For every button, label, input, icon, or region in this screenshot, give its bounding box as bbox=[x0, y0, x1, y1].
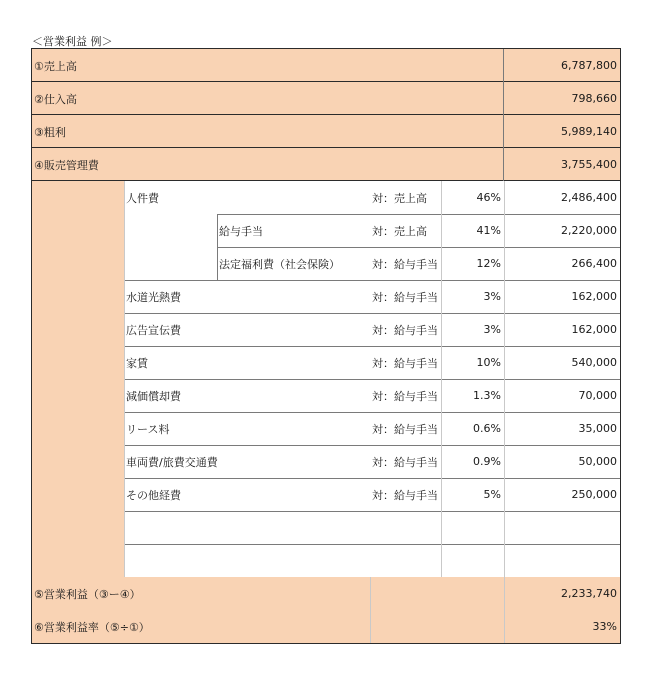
expense-basis: 対：給与手当 bbox=[372, 488, 438, 502]
summary-label: ④販売管理費 bbox=[32, 148, 504, 181]
expense-name: 車両費/旅費交通費 bbox=[126, 455, 218, 469]
expense-amount: 70,000 bbox=[578, 389, 617, 402]
bottom-vline bbox=[504, 577, 505, 643]
summary-value: 33% bbox=[504, 610, 620, 643]
expense-name: その他経費 bbox=[126, 488, 181, 502]
expense-basis: 対：給与手当 bbox=[372, 422, 438, 436]
value-column-divider bbox=[503, 49, 504, 181]
grid-vline bbox=[441, 181, 442, 577]
summary-label: ②仕入高 bbox=[32, 82, 504, 115]
expense-rate: 1.3% bbox=[473, 389, 501, 402]
grid-line bbox=[217, 214, 620, 215]
grid-line bbox=[124, 379, 620, 380]
expense-amount: 540,000 bbox=[571, 356, 617, 369]
expense-name: 広告宣伝費 bbox=[126, 323, 181, 337]
expense-basis: 対：給与手当 bbox=[372, 356, 438, 370]
expense-basis: 対：売上高 bbox=[372, 224, 427, 238]
expense-amount: 35,000 bbox=[578, 422, 617, 435]
expense-amount: 2,220,000 bbox=[561, 224, 617, 237]
expense-rate: 3% bbox=[483, 323, 501, 336]
expense-rate: 41% bbox=[476, 224, 501, 237]
summary-label: ③粗利 bbox=[32, 115, 504, 148]
expense-basis: 対：給与手当 bbox=[372, 323, 438, 337]
grid-line bbox=[217, 247, 620, 248]
expense-basis: 対：給与手当 bbox=[372, 389, 438, 403]
summary-value: 6,787,800 bbox=[504, 49, 620, 82]
expense-rate: 46% bbox=[476, 191, 501, 204]
expense-name: リース料 bbox=[126, 422, 170, 436]
grid-line bbox=[124, 280, 620, 281]
bottom-vline bbox=[370, 577, 371, 643]
expense-name: 水道光熱費 bbox=[126, 290, 181, 304]
grid-vline bbox=[217, 214, 218, 280]
expense-name: 人件費 bbox=[126, 191, 159, 205]
grid-line bbox=[124, 313, 620, 314]
grid-vline bbox=[124, 181, 125, 577]
summary-value: 2,233,740 bbox=[504, 577, 620, 610]
grid-line bbox=[124, 445, 620, 446]
grid-line bbox=[124, 511, 620, 512]
expense-amount: 2,486,400 bbox=[561, 191, 617, 204]
expense-amount: 162,000 bbox=[571, 323, 617, 336]
summary-value: 798,660 bbox=[504, 82, 620, 115]
expense-amount: 266,400 bbox=[571, 257, 617, 270]
expense-rate: 5% bbox=[483, 488, 501, 501]
summary-value: 5,989,140 bbox=[504, 115, 620, 148]
expense-amount: 250,000 bbox=[571, 488, 617, 501]
expense-basis: 対：給与手当 bbox=[372, 290, 438, 304]
grid-line bbox=[124, 544, 620, 545]
summary-label: ⑤営業利益（③ー④） bbox=[32, 577, 504, 610]
grid-line bbox=[124, 478, 620, 479]
expense-basis: 対：給与手当 bbox=[372, 257, 438, 271]
expense-rate: 10% bbox=[476, 356, 501, 369]
expense-indent-band bbox=[32, 181, 124, 577]
expense-rate: 12% bbox=[476, 257, 501, 270]
expense-name: 減価償却費 bbox=[126, 389, 181, 403]
expense-basis: 対：給与手当 bbox=[372, 455, 438, 469]
summary-label: ⑥営業利益率（⑤÷①） bbox=[32, 610, 504, 643]
operating-profit-table bbox=[31, 48, 621, 644]
expense-basis: 対：売上高 bbox=[372, 191, 427, 205]
expense-rate: 3% bbox=[483, 290, 501, 303]
grid-vline bbox=[504, 181, 505, 577]
table-caption: ＜営業利益 例＞ bbox=[32, 35, 113, 48]
expense-subitem: 給与手当 bbox=[219, 224, 263, 238]
expense-amount: 50,000 bbox=[578, 455, 617, 468]
expense-name: 家賃 bbox=[126, 356, 148, 370]
expense-rate: 0.9% bbox=[473, 455, 501, 468]
expense-amount: 162,000 bbox=[571, 290, 617, 303]
grid-line bbox=[124, 412, 620, 413]
summary-value: 3,755,400 bbox=[504, 148, 620, 181]
expense-subitem: 法定福利費（社会保険） bbox=[219, 257, 340, 271]
expense-rate: 0.6% bbox=[473, 422, 501, 435]
grid-line bbox=[124, 346, 620, 347]
summary-label: ①売上高 bbox=[32, 49, 504, 82]
